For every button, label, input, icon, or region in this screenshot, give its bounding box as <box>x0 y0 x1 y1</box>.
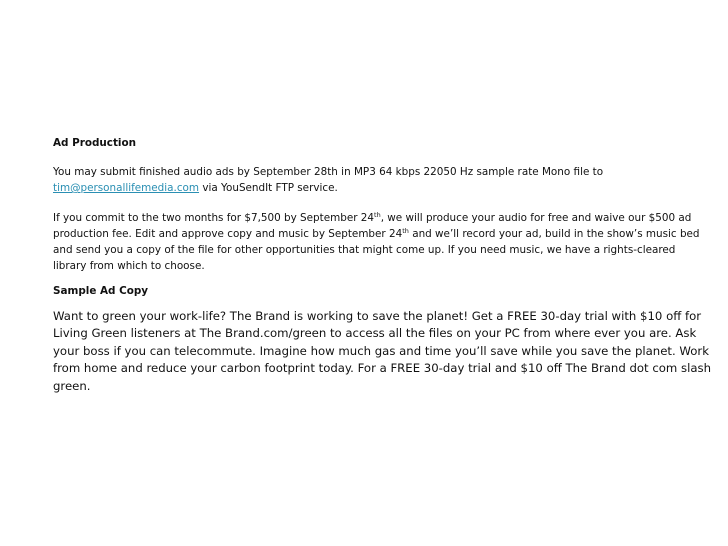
commitment-line-3: and send you a copy of the file for other opportunities that might come up. If you need music, we have a rights-cleared <box>53 244 676 256</box>
submission-paragraph <box>53 164 663 196</box>
commitment-line-2-text-end: and we’ll record your ad, build in the show’s music bed <box>408 228 700 240</box>
ordinal-suffix: th <box>402 227 409 235</box>
submission-line-1: You may submit finished audio ads by September 28th in MP3 64 kbps 22050 Hz sample rate Mono file to <box>53 166 604 178</box>
ad-copy-line: your boss if you can telecommute. Imagine how much gas and time you’ll save while you save the planet. Work <box>53 343 709 358</box>
ad-copy-line: Living Green listeners at The Brand.com/green to access all the files on your PC from where ever you are. Ask <box>53 326 697 341</box>
sample-ad-copy-heading: Sample Ad Copy <box>53 285 149 297</box>
ad-copy-line: Want to green your work-life? The Brand is working to save the planet! Get a FREE 30-day trial with $10 off for <box>53 309 702 323</box>
email-link[interactable]: tim@personallifemedia.com <box>53 182 200 194</box>
commitment-line-1-text-end: , we will produce your audio for free and waive our $500 ad <box>380 212 692 224</box>
ad-production-heading: Ad Production <box>53 137 137 149</box>
submission-line-2-rest: via YouSendIt FTP service. <box>199 182 338 194</box>
ad-copy-paragraph <box>53 308 712 395</box>
ad-copy-line: green. <box>53 378 91 393</box>
commitment-line-1-text: If you commit to the two months for $7,500 by September 24 <box>53 212 375 224</box>
commitment-paragraph <box>53 210 700 274</box>
commitment-line-4: library from which to choose. <box>53 260 205 272</box>
commitment-line-2 <box>53 226 700 242</box>
ordinal-suffix: th <box>374 211 381 219</box>
commitment-line-2-text: production fee. Edit and approve copy and music by September 24 <box>53 228 403 240</box>
submission-line-2 <box>53 180 663 196</box>
ad-copy-line: from home and reduce your carbon footprint today. For a FREE 30-day trial and $10 off The Brand dot com slash <box>53 361 712 376</box>
document-content <box>53 136 712 395</box>
commitment-line-1 <box>53 210 692 226</box>
